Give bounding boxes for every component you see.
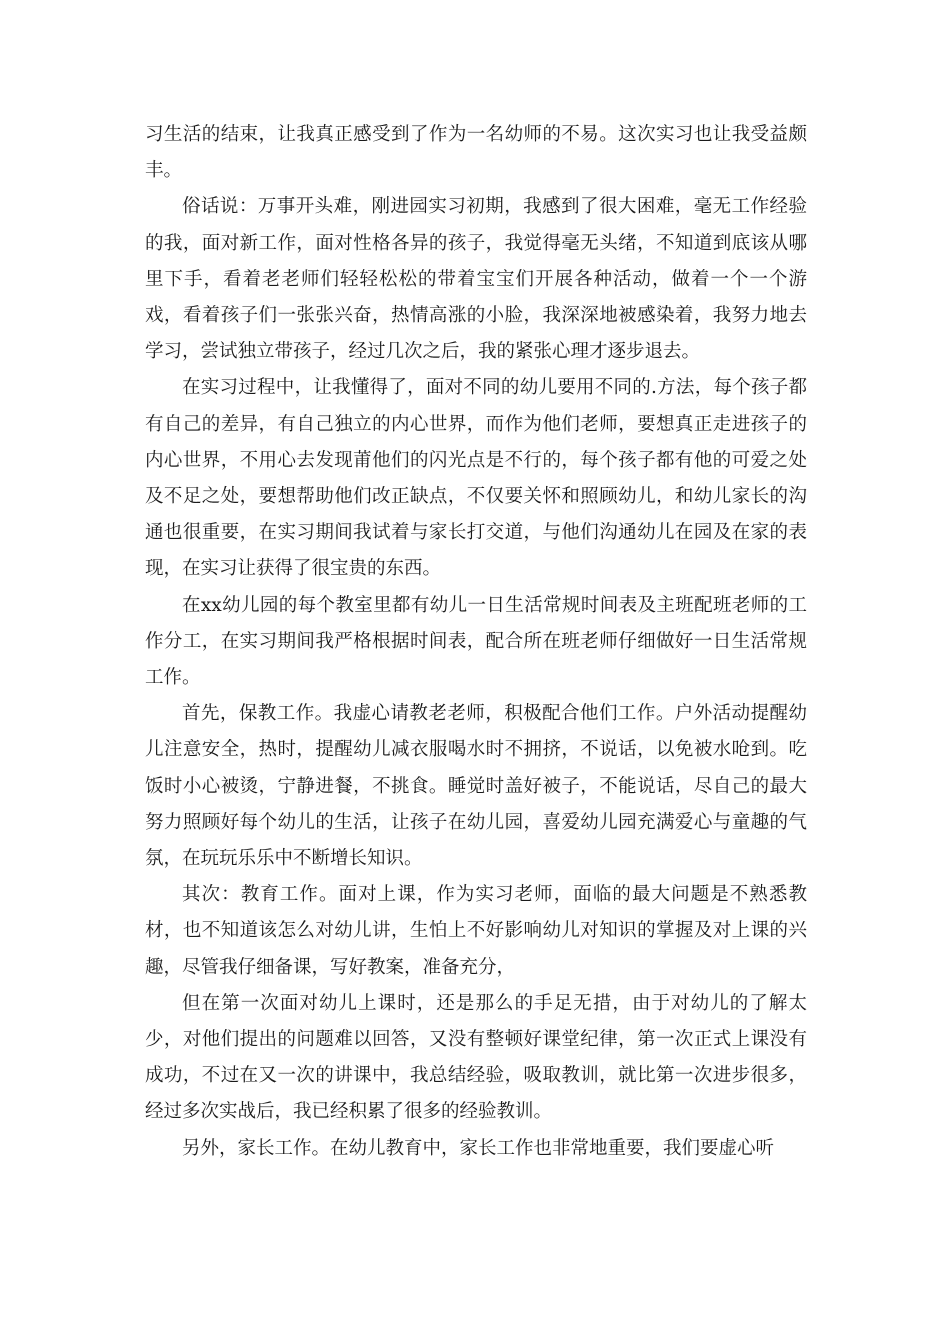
paragraph-8: 另外，家长工作。在幼儿教育中，家长工作也非常地重要，我们要虚心听: [182, 1137, 775, 1159]
paragraph-6: 其次：教育工作。面对上课，作为实习老师，面临的最大问题是不熟悉教材，也不知道该怎么对幼儿讲，生怕上不好影响幼儿对知识的掌握及对上课的兴趣，尽管我仔细备课，写好教案，准备充分，: [145, 884, 807, 978]
paragraph-7: 但在第一次面对幼儿上课时，还是那么的手足无措，由于对幼儿的了解太少，对他们提出的问题难以回答，又没有整顿好课堂纪律，第一次正式上课没有成功，不过在又一次的讲课中，我总结经验，吸取教训，就比第一次进步很多，经过多次实战后，我已经积累了很多的经验教训。: [145, 992, 807, 1123]
paragraph-5: 首先，保教工作。我虚心请教老老师，积极配合他们工作。户外活动提醒幼儿注意安全，热时，提醒幼儿减衣服喝水时不拥挤，不说话，以免被水呛到。吃饭时小心被烫，宁静进餐，不挑食。睡觉时盖好被子，不能说话，尽自己的最大努力照顾好每个幼儿的生活，让孩子在幼儿园，喜爱幼儿园充满爱心与童趣的气氛，在玩玩乐乐中不断增长知识。: [145, 703, 807, 870]
paragraph-4: 在xx幼儿园的每个教室里都有幼儿一日生活常规时间表及主班配班老师的工作分工，在实习期间我严格根据时间表，配合所在班老师仔细做好一日生活常规工作。: [145, 594, 807, 689]
document-body: [145, 117, 807, 1167]
paragraph-1: 习生活的结束，让我真正感受到了作为一名幼师的不易。这次实习也让我受益颇丰。: [145, 124, 807, 182]
paragraph-2: 俗话说：万事开头难，刚进园实习初期，我感到了很大困难，毫无工作经验的我，面对新工作，面对性格各异的孩子，我觉得毫无头绪，不知道到底该从哪里下手，看着老老师们轻轻松松的带着宝宝们开展各种活动，做着一个一个游戏，看着孩子们一张张兴奋，热情高涨的小脸，我深深地被感染着，我努力地去学习，尝试独立带孩子，经过几次之后，我的紧张心理才逐步退去。: [145, 196, 807, 363]
paragraph-3: 在实习过程中，让我懂得了，面对不同的幼儿要用不同的.方法，每个孩子都有自己的差异，有自己独立的内心世界，而作为他们老师，要想真正走进孩子的内心世界，不用心去发现莆他们的闪光点是不行的，每个孩子都有他的可爱之处及不足之处，要想帮助他们改正缺点，不仅要关怀和照顾幼儿，和幼儿家长的沟通也很重要，在实习期间我试着与家长打交道，与他们沟通幼儿在园及在家的表现，在实习让获得了很宝贵的东西。: [145, 377, 807, 580]
